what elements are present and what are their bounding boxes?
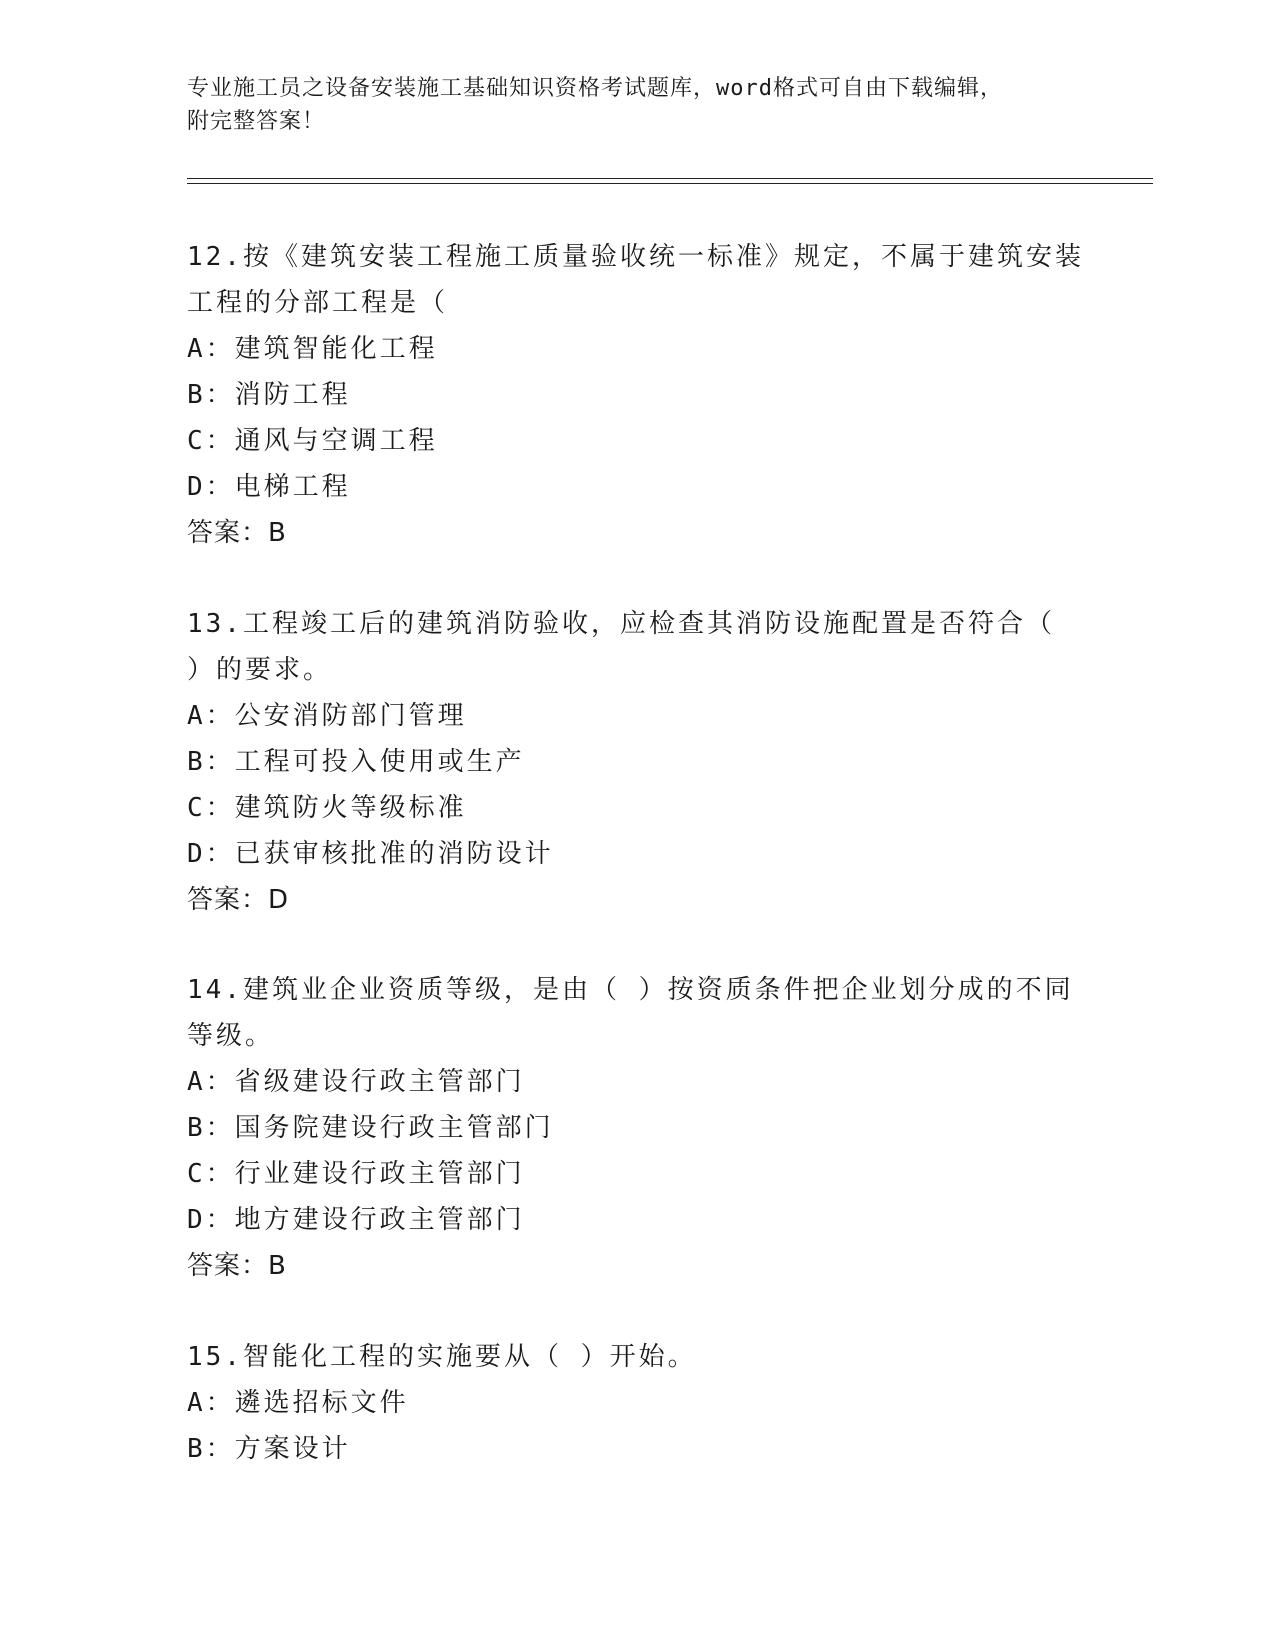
question-stem-line: 工程的分部工程是（: [187, 288, 449, 318]
option-b: B：国务院建设行政主管部门: [187, 1113, 554, 1143]
option-d: D：已获审核批准的消防设计: [187, 839, 554, 869]
answer: 答案：D: [187, 885, 290, 915]
option-c: C：通风与空调工程: [187, 426, 438, 456]
option-a: A：公安消防部门管理: [187, 701, 467, 731]
question-15: [187, 1334, 1087, 1472]
option-a: A：建筑智能化工程: [187, 334, 438, 364]
option-d: D：地方建设行政主管部门: [187, 1205, 525, 1235]
question-stem-line: ）的要求。: [187, 655, 333, 685]
option-b: B：工程可投入使用或生产: [187, 747, 525, 777]
question-14: [187, 967, 1087, 1289]
header-divider-bottom: [187, 183, 1153, 184]
document-header: [187, 72, 1067, 138]
question-12: [187, 234, 1087, 556]
question-13: [187, 601, 1087, 923]
option-c: C：建筑防火等级标准: [187, 793, 467, 823]
answer: 答案：B: [187, 518, 287, 548]
option-b: B：方案设计: [187, 1434, 351, 1464]
question-stem-line: 12.按《建筑安装工程施工质量验收统一标准》规定，不属于建筑安装: [187, 242, 1084, 272]
question-stem-line: 15.智能化工程的实施要从（ ）开始。: [187, 1342, 697, 1372]
option-a: A：遴选招标文件: [187, 1388, 409, 1418]
question-stem-line: 等级。: [187, 1021, 275, 1051]
option-c: C：行业建设行政主管部门: [187, 1159, 525, 1189]
header-divider-top: [187, 178, 1153, 179]
option-b: B：消防工程: [187, 380, 351, 410]
option-a: A：省级建设行政主管部门: [187, 1067, 525, 1097]
option-d: D：电梯工程: [187, 472, 351, 502]
answer: 答案：B: [187, 1251, 287, 1281]
question-stem-line: 14.建筑业企业资质等级，是由（ ）按资质条件把企业划分成的不同: [187, 975, 1074, 1005]
header-intro-line-2: 附完整答案！: [187, 109, 326, 134]
header-intro-line-1: 专业施工员之设备安装施工基础知识资格考试题库，word格式可自由下载编辑，: [187, 76, 1003, 101]
question-stem-line: 13.工程竣工后的建筑消防验收，应检查其消防设施配置是否符合（: [187, 609, 1055, 639]
